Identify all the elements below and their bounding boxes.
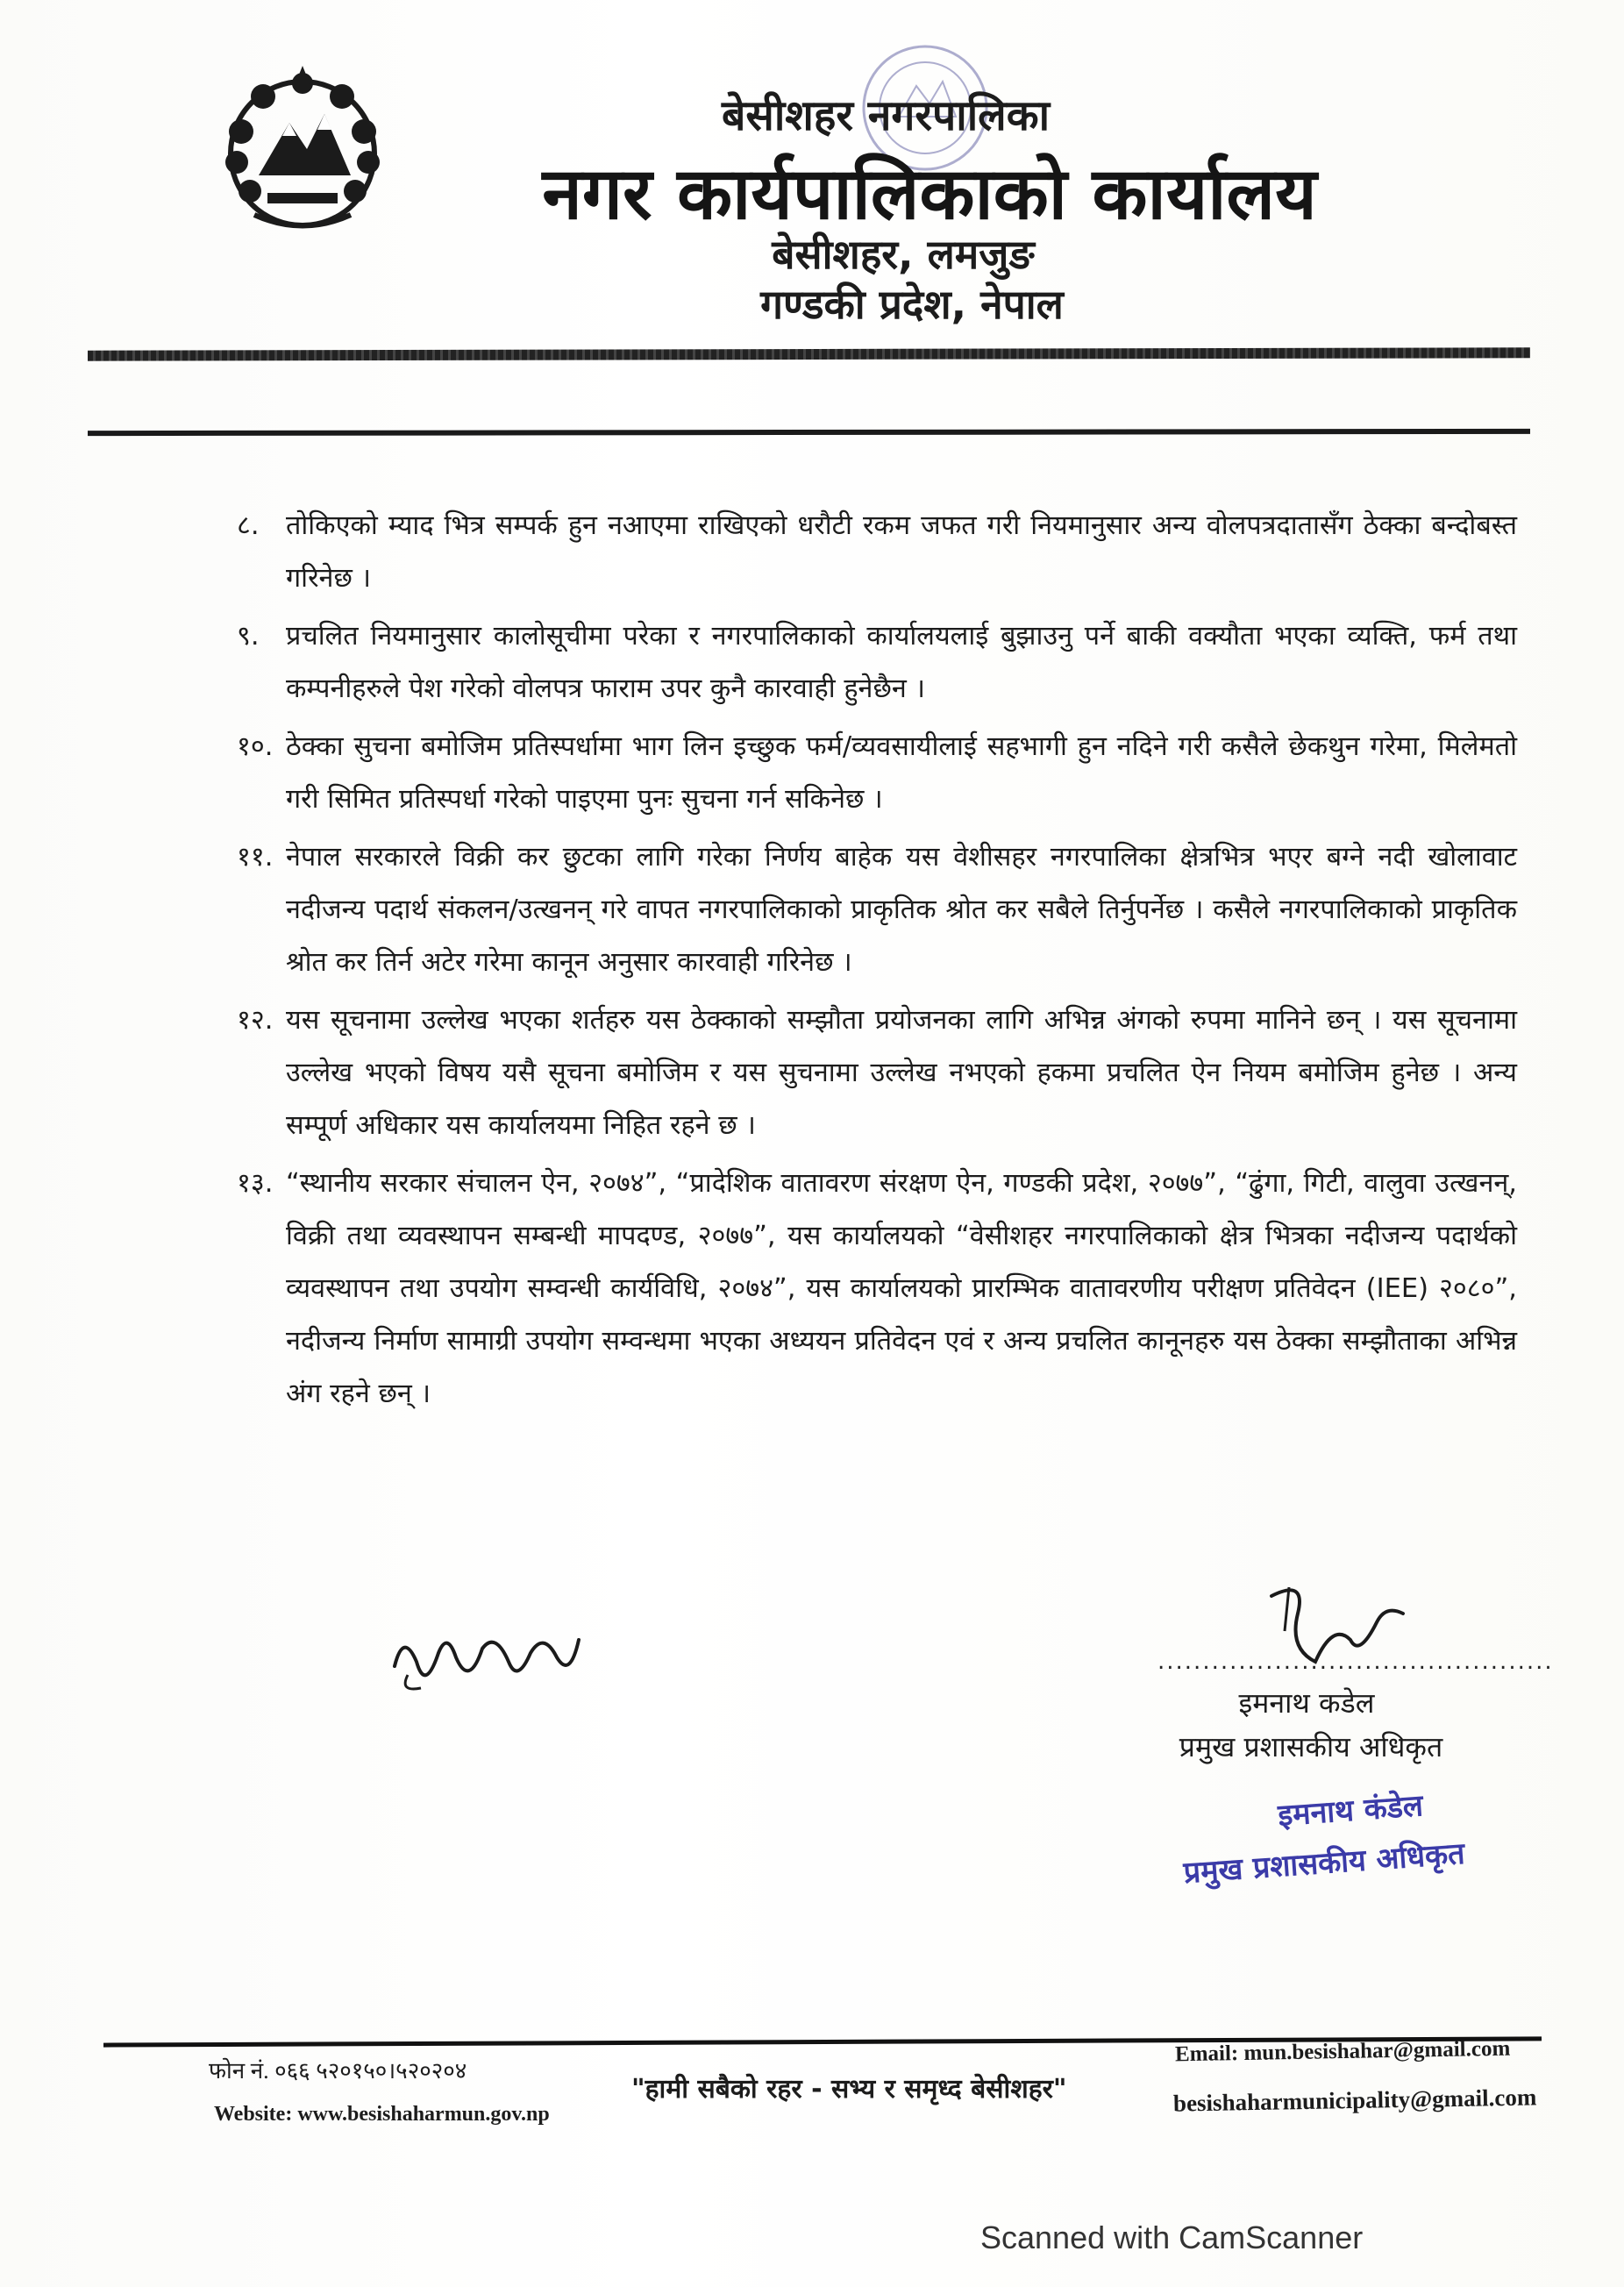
header-divider	[88, 429, 1530, 436]
clause-number: १३.	[237, 1168, 274, 1199]
clause-text: तोकिएको म्याद भित्र सम्पर्क हुन नआएमा राखिएको धरौटी रकम जफत गरी नियमानुसार अन्य वोलपत्रदातासँग ठेक्का बन्दोबस्त गरिनेछ ।	[286, 510, 1517, 594]
footer-phone: फोन नं. ०६६ ५२०१५०।५२०२०४	[209, 2058, 467, 2084]
clause-text: नेपाल सरकारले विक्री कर छुटका लागि गरेका निर्णय बाहेक यस वेशीसहर नगरपालिका क्षेत्रभित्र भएर बग्ने नदी खोलावाट नदीजन्य पदार्थ संकलन/उत्खनन् गरे वापत नगरपालिकाको प्राकृतिक श्रोत कर सबैले तिर्नुपर्नेछ । कसैले नगरपालिकाको प्राकृतिक श्रोत कर तिर्न अटेर गरेमा कानून अनुसार कारवाही गरिनेछ ।	[286, 842, 1517, 978]
stamp-name: इमनाथ कंडेल	[1277, 1788, 1425, 1834]
province-name: गण्डकी प्रदेश, नेपाल	[760, 281, 1064, 328]
footer-website: Website: www.besishaharmun.gov.np	[214, 2103, 550, 2126]
clause-number: ८.	[237, 510, 260, 541]
clause-item	[237, 1158, 1517, 1421]
scanner-watermark: Scanned with CamScanner	[980, 2219, 1364, 2255]
nepal-emblem-icon	[219, 61, 386, 237]
stamp-title: प्रमुख प्रशासकीय अधिकृत	[1182, 1835, 1466, 1892]
clause-item	[237, 500, 1517, 605]
clause-item	[237, 610, 1517, 716]
clause-item	[237, 994, 1517, 1152]
clause-number: ११.	[237, 842, 274, 873]
clause-text: प्रचलित नियमानुसार कालोसूचीमा परेका र नगरपालिकाको कार्यालयलाई बुझाउनु पर्ने बाकी वक्यौता भएका व्यक्ति, फर्म तथा कम्पनीहरुले पेश गरेको वोलपत्र फाराम उपर कुनै कारवाही हुनेछैन ।	[286, 621, 1517, 704]
clause-item	[237, 721, 1517, 826]
footer-email-secondary: besishaharmunicipality@gmail.com	[1172, 2084, 1537, 2117]
clause-list	[237, 500, 1517, 1426]
clause-text: ठेक्का सुचना बमोजिम प्रतिस्पर्धामा भाग लिन इच्छुक फर्म/व्यवसायीलाई सहभागी हुन नदिने गरी कसैले छेकथुन गरेमा, मिलेमतो गरी सिमित प्रतिस्पर्धा गरेको पाइएमा पुनः सुचना गर्न सकिनेछ ।	[286, 731, 1517, 815]
signatory-title: प्रमुख प्रशासकीय अधिकृत	[1179, 1730, 1443, 1763]
clause-item	[237, 831, 1517, 989]
clause-number: १२.	[237, 1005, 274, 1036]
footer-email-primary: Email: mun.besishahar@gmail.com	[1174, 2036, 1511, 2067]
office-title: नगर कार्यपालिकाको कार्यालय	[542, 153, 1317, 236]
clause-text: यस सूचनामा उल्लेख भएका शर्तहरु यस ठेक्काको सम्झौता प्रयोजनका लागि अभिन्न अंगको रुपमा मानिने छन् । यस सूचनामा उल्लेख भएको विषय यसै सूचना बमोजिम र यस सुचनामा उल्लेख नभएको हकमा प्रचलित ऐन नियम बमोजिम हुनेछ । अन्य सम्पूर्ण अधिकार यस कार्यालयमा निहित रहने छ ।	[286, 1005, 1517, 1141]
clause-number: १०.	[237, 731, 274, 762]
signature-line: ............................................	[1157, 1649, 1554, 1675]
municipality-name: बेसीशहर नगरपालिका	[721, 91, 1051, 140]
clause-number: ९.	[237, 621, 260, 652]
clause-text: “स्थानीय सरकार संचालन ऐन, २०७४”, “प्रादेशिक वातावरण संरक्षण ऐन, गण्डकी प्रदेश, २०७७”, “ढुंगा, गिटी, वालुवा उत्खनन्, विक्री तथा व्यवस्थापन सम्बन्धी मापदण्ड, २०७७”, यस कार्यालयको “वेसीशहर नगरपालिकाको क्षेत्र भित्रका नदीजन्य पदार्थको व्यवस्थापन तथा उपयोग सम्वन्धी कार्यविधि, २०७४”, यस कार्यालयको प्रारम्भिक वातावरणीय परीक्षण प्रतिवेदन (IEE) २०८०”, नदीजन्य निर्माण सामाग्री उपयोग सम्वन्धमा भएका अध्ययन प्रतिवेदन एवं र अन्य प्रचलित कानूनहरु यस ठेक्का सम्झौताका अभिन्न अंग रहने छन् ।	[286, 1168, 1517, 1409]
left-signature	[386, 1614, 588, 1710]
footer-slogan: "हामी सबैको रहर - सभ्य र समृध्द बेसीशहर"	[631, 2074, 1067, 2105]
signatory-name: इमनाथ कडेल	[1238, 1686, 1375, 1720]
office-address: बेसीशहर, लमजुङ	[772, 231, 1035, 278]
header-divider-thick	[88, 347, 1530, 360]
